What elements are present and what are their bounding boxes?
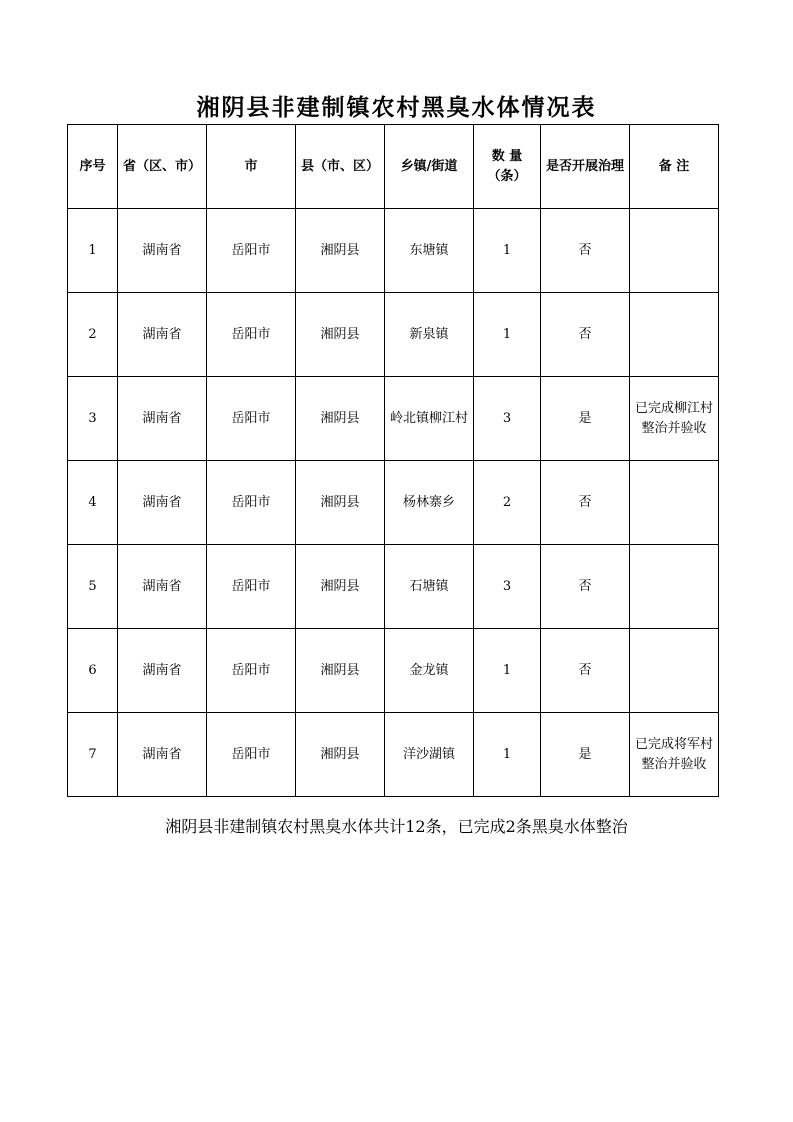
page-title: 湘阴县非建制镇农村黑臭水体情况表 [196, 94, 597, 121]
cell-count: 3 [474, 377, 541, 461]
cell-treated: 否 [541, 629, 630, 713]
cell-seq: 6 [68, 629, 118, 713]
cell-county: 湘阴县 [296, 461, 385, 545]
cell-note [630, 545, 719, 629]
table-row [68, 461, 719, 545]
cell-city: 岳阳市 [207, 545, 296, 629]
cell-count: 1 [474, 293, 541, 377]
cell-county: 湘阴县 [296, 209, 385, 293]
header-note: 备 注 [630, 125, 719, 209]
cell-province: 湖南省 [118, 461, 207, 545]
cell-province: 湖南省 [118, 209, 207, 293]
cell-treated: 否 [541, 545, 630, 629]
cell-seq: 2 [68, 293, 118, 377]
cell-count: 1 [474, 209, 541, 293]
cell-seq: 7 [68, 713, 118, 797]
table-row [68, 209, 719, 293]
cell-province: 湖南省 [118, 377, 207, 461]
summary-text: 湘阴县非建制镇农村黑臭水体共计12条，已完成2条黑臭水体整治 [165, 817, 628, 836]
cell-note [630, 629, 719, 713]
cell-town: 岭北镇柳江村 [385, 377, 474, 461]
cell-county: 湘阴县 [296, 713, 385, 797]
cell-treated: 是 [541, 377, 630, 461]
cell-note [630, 293, 719, 377]
header-city: 市 [207, 125, 296, 209]
cell-town: 洋沙湖镇 [385, 713, 474, 797]
header-count: 数 量（条） [474, 125, 541, 209]
cell-city: 岳阳市 [207, 629, 296, 713]
cell-county: 湘阴县 [296, 293, 385, 377]
cell-city: 岳阳市 [207, 293, 296, 377]
cell-note [630, 461, 719, 545]
cell-treated: 是 [541, 713, 630, 797]
cell-town: 石塘镇 [385, 545, 474, 629]
cell-city: 岳阳市 [207, 461, 296, 545]
header-seq: 序号 [68, 125, 118, 209]
cell-city: 岳阳市 [207, 377, 296, 461]
cell-city: 岳阳市 [207, 713, 296, 797]
cell-town: 金龙镇 [385, 629, 474, 713]
cell-count: 1 [474, 629, 541, 713]
cell-count: 3 [474, 545, 541, 629]
header-province: 省（区、市） [118, 125, 207, 209]
cell-seq: 5 [68, 545, 118, 629]
cell-province: 湖南省 [118, 545, 207, 629]
table-row [68, 377, 719, 461]
cell-seq: 1 [68, 209, 118, 293]
cell-note: 已完成将军村整治并验收 [630, 713, 719, 797]
table-row [68, 293, 719, 377]
cell-town: 新泉镇 [385, 293, 474, 377]
cell-city: 岳阳市 [207, 209, 296, 293]
table-row [68, 629, 719, 713]
cell-note: 已完成柳江村整治并验收 [630, 377, 719, 461]
cell-note [630, 209, 719, 293]
cell-county: 湘阴县 [296, 545, 385, 629]
cell-treated: 否 [541, 209, 630, 293]
cell-seq: 4 [68, 461, 118, 545]
cell-province: 湖南省 [118, 293, 207, 377]
cell-town: 杨林寨乡 [385, 461, 474, 545]
cell-town: 东塘镇 [385, 209, 474, 293]
cell-count: 1 [474, 713, 541, 797]
table-row [68, 713, 719, 797]
cell-province: 湖南省 [118, 713, 207, 797]
cell-seq: 3 [68, 377, 118, 461]
header-row [68, 125, 719, 209]
cell-county: 湘阴县 [296, 377, 385, 461]
header-town: 乡镇/街道 [385, 125, 474, 209]
cell-county: 湘阴县 [296, 629, 385, 713]
header-treated: 是否开展治理 [541, 125, 630, 209]
table-row [68, 545, 719, 629]
cell-treated: 否 [541, 293, 630, 377]
cell-count: 2 [474, 461, 541, 545]
header-county: 县（市、区） [296, 125, 385, 209]
cell-treated: 否 [541, 461, 630, 545]
data-table [67, 124, 719, 797]
cell-province: 湖南省 [118, 629, 207, 713]
